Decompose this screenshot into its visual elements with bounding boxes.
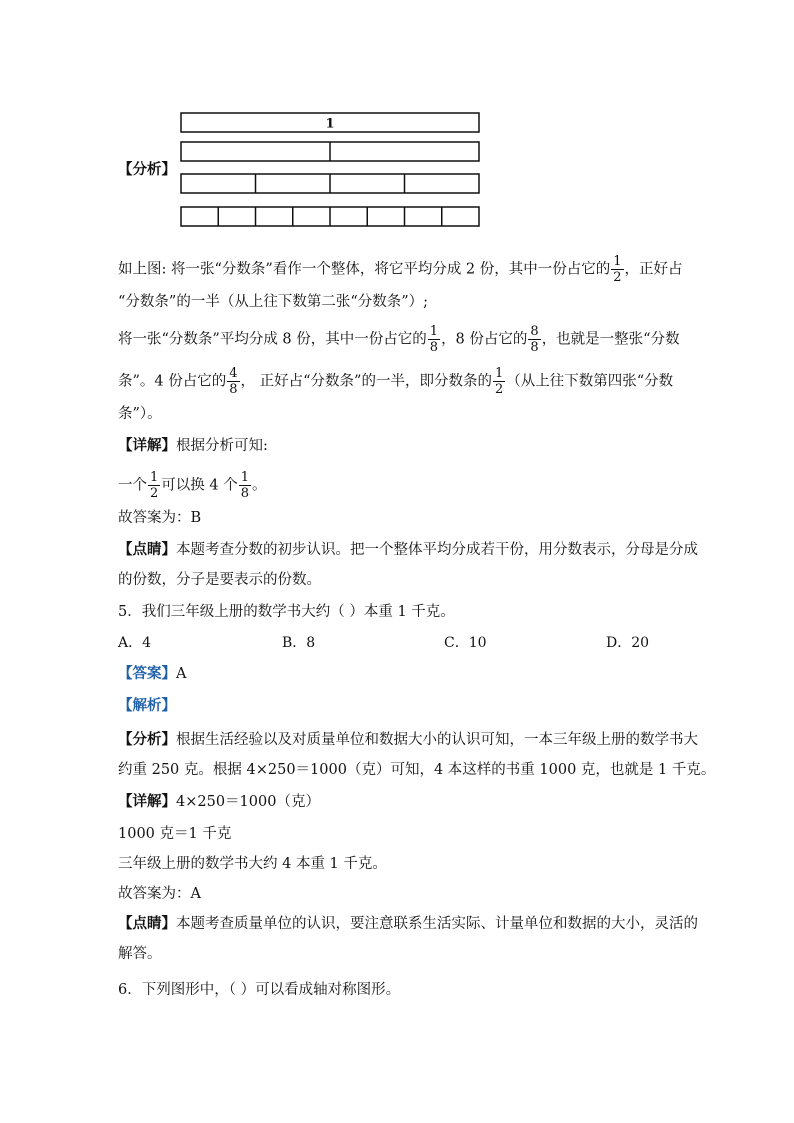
explanation-line-1 — [118, 254, 683, 285]
text: 本题考查分数的初步认识。把一个整体平均分成若干份，用分数表示，分母是分成 — [176, 542, 698, 558]
text: 一个 — [118, 477, 147, 494]
fraction-8-8: $\frac{8}{8}$ — [530, 324, 539, 355]
dianjing-line-1 — [118, 540, 698, 560]
jiexi-label: 【解析】 — [118, 697, 176, 714]
answer-label: 【答案】 — [118, 665, 176, 682]
text: 本题考查质量单位的认识，要注意联系生活实际、计量单位和数据的大小，灵活的 — [176, 916, 698, 932]
text: 根据生活经验以及对质量单位和数据大小的认识可知，一本三年级上册的数学书大 — [176, 732, 698, 748]
strip-whole — [181, 113, 479, 132]
q5-detail-line-1 — [118, 792, 320, 812]
strip-halves — [181, 142, 479, 161]
text: 4×250＝1000（克） — [176, 794, 320, 810]
detail-label: 【详解】 — [118, 793, 176, 810]
text: ，也就是一整张“分数 — [541, 331, 680, 348]
text: 如上图: 将一张“分数条”看作一个整体，将它平均分成 2 份，其中一份占它的 — [118, 261, 611, 278]
q5-detail-line-2: 1000 克＝1 千克 — [118, 826, 232, 842]
fraction-1-8: $\frac{1}{8}$ — [240, 470, 250, 501]
text: 将一张“分数条”平均分成 8 份，其中一份占它的 — [118, 331, 427, 348]
fraction-strips-diagram — [178, 110, 484, 230]
text: （从上往下数第四张“分数 — [506, 373, 674, 390]
text: 条”。4 份占它的 — [118, 373, 227, 390]
dianjing-label: 【点睛】 — [118, 915, 176, 932]
question-6-stem: 6．下列图形中，（ ）可以看成轴对称图形。 — [118, 982, 401, 998]
option-d: D．20 — [606, 635, 650, 651]
explanation-line-4 — [118, 366, 673, 397]
fraction-1-2: $\frac{1}{2}$ — [494, 366, 504, 397]
text: 。 — [252, 477, 267, 494]
option-b: B．8 — [282, 635, 316, 651]
explanation-line-2: “分数条”的一半（从上往下数第二张“分数条”）; — [118, 294, 429, 310]
question-5-stem: 5．我们三年级上册的数学书大约（ ）本重 1 千克。 — [118, 604, 455, 620]
q5-conclusion: 故答案为：A — [118, 886, 201, 902]
analysis-label: 【分析】 — [118, 161, 176, 178]
q5-detail-line-3: 三年级上册的数学书大约 4 本重 1 千克。 — [118, 856, 387, 872]
text: 根据分析可知: — [176, 438, 268, 454]
text: ，正好占 — [624, 261, 683, 278]
detail-line — [118, 436, 268, 456]
q5-analysis-line-2: 约重 250 克。根据 4×250＝1000（克）可知，4 本这样的书重 1000 克，也就是 1 千克。 — [118, 762, 716, 778]
explanation-line-5: 条”）。 — [118, 406, 162, 422]
explanation-line-3 — [118, 324, 680, 355]
dianjing-line-2: 的份数，分子是要表示的份数。 — [118, 572, 321, 588]
fraction-1-8: $\frac{1}{8}$ — [429, 324, 439, 355]
answer-value: A — [176, 666, 187, 682]
text: 可以换 4 个 — [161, 477, 238, 494]
text: ， 正好占“分数条”的一半，即分数条的 — [240, 373, 492, 390]
jiexi-line — [118, 696, 176, 716]
strip-quarters — [181, 174, 479, 193]
q5-dianjing-line-1 — [118, 914, 698, 934]
option-c: C．10 — [444, 635, 487, 651]
answer-conclusion: 故答案为：B — [118, 510, 202, 526]
answer-line — [118, 664, 186, 684]
question-5-options — [118, 633, 678, 653]
detail-label: 【详解】 — [118, 437, 176, 454]
option-a: A．4 — [118, 635, 152, 651]
fraction-1-2: $\frac{1}{2}$ — [613, 254, 622, 285]
fraction-4-8: $\frac{4}{8}$ — [229, 366, 238, 397]
q5-dianjing-line-2: 解答。 — [118, 946, 162, 962]
fraction-1-2: $\frac{1}{2}$ — [150, 470, 159, 501]
detail-fraction-line — [118, 470, 267, 501]
q5-analysis-line-1 — [118, 730, 698, 750]
dianjing-label: 【点睛】 — [118, 541, 176, 558]
strip-whole-label: 1 — [325, 116, 335, 132]
strip-eighths — [181, 207, 479, 226]
analysis-label: 【分析】 — [118, 731, 176, 748]
text: ，8 份占它的 — [441, 331, 528, 348]
